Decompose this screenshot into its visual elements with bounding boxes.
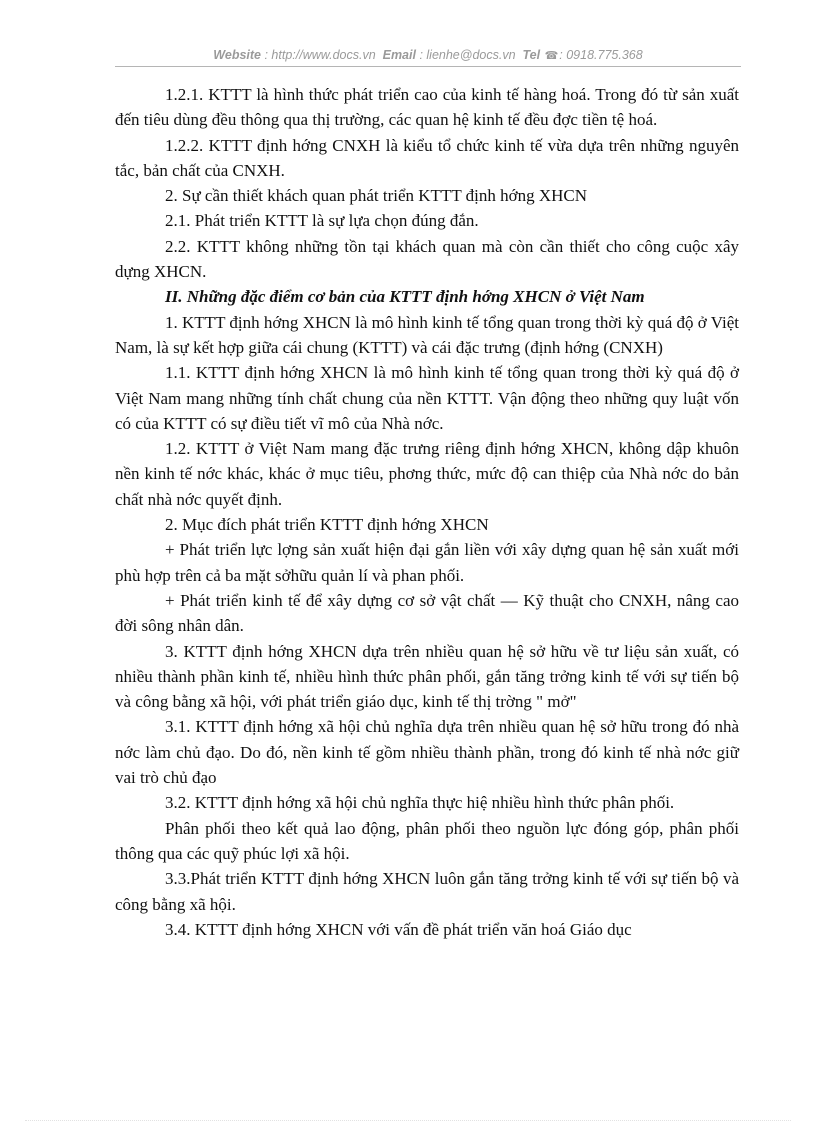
paragraph: + Phát triển kinh tế để xây dựng cơ sở vật chất — Kỹ thuật cho CNXH, nâng cao đời sông nhân dân. bbox=[115, 590, 739, 636]
header-divider bbox=[115, 66, 741, 67]
paragraph: 3. KTTT định hớng XHCN dựa trên nhiều quan hệ sở hữu về tư liệu sản xuất, có nhiều thành phần kinh tế, nhiều hình thức phân phối, gắn tăng trởng kinh tế với sự tiến bộ và công bằng xã hội, với phát triển giáo dục, kinh tế thị trờng " mở" bbox=[115, 641, 739, 712]
paragraph: 1.2.1. KTTT là hình thức phát triển cao của kinh tế hàng hoá. Trong đó từ sản xuất đến tiêu dùng đều thông qua thị trường, các quan hệ kinh tế đều đợc tiền tệ hoá. bbox=[115, 85, 739, 130]
section-heading: II. Những đặc điểm cơ bản của KTTT định hớng XHCN ở Việt Nam bbox=[165, 287, 645, 307]
paragraph: 3.1. KTTT định hớng xã hội chủ nghĩa dựa trên nhiều quan hệ sở hữu trong đó nhà nớc làm chủ đạo. Do đó, nền kinh tế gồm nhiều thành phần, trong đó kinh tế nhà nớc giữ vai trò chủ đạo bbox=[115, 717, 739, 788]
paragraph: 3.2. KTTT định hớng xã hội chủ nghĩa thực hiệ nhiều hình thức phân phối. bbox=[165, 793, 675, 813]
paragraph: 2. Sự cần thiết khách quan phát triển KTTT định hớng XHCN bbox=[165, 186, 588, 206]
paragraph: 2.1. Phát triển KTTT là sự lựa chọn đúng đắn. bbox=[165, 211, 479, 231]
paragraph: Phân phối theo kết quả lao động, phân phối theo nguồn lực đóng góp, phân phối thông qua các quỹ phúc lợi xã hội. bbox=[115, 818, 739, 863]
footer-divider bbox=[25, 1120, 791, 1121]
tel-label: Tel bbox=[522, 48, 541, 62]
paragraph: 2.2. KTTT không những tồn tại khách quan mà còn cần thiết cho công cuộc xây dựng XHCN. bbox=[115, 236, 739, 282]
website-label: Website bbox=[213, 48, 261, 62]
tel-value: : 0918.775.368 bbox=[559, 48, 643, 62]
email-value: : lienhe@docs.vn bbox=[419, 48, 516, 62]
paragraph: 3.3.Phát triển KTTT định hớng XHCN luôn gắn tăng trởng kinh tế với sự tiến bộ và công bằng xã hội. bbox=[115, 869, 739, 914]
paragraph: 1. KTTT định hớng XHCN là mô hình kinh tế tổng quan trong thời kỳ quá độ ở Việt Nam, là sự kết hợp giữa cái chung (KTTT) và cái đặc trưng (định hớng (CNXH) bbox=[115, 312, 739, 357]
document-body bbox=[115, 82, 739, 942]
paragraph: 3.4. KTTT định hớng XHCN với vấn đề phát triển văn hoá Giáo dục bbox=[165, 919, 632, 939]
website-value: : http://www.docs.vn bbox=[264, 48, 376, 62]
paragraph: 2. Mục đích phát triển KTTT định hớng XHCN bbox=[165, 515, 489, 535]
email-label: Email bbox=[382, 48, 416, 62]
paragraph: 1.2. KTTT ở Việt Nam mang đặc trưng riêng định hớng XHCN, không dập khuôn nền kinh tế nớc khác, khác ở mục tiêu, phơng thức, mức độ can thiệp của Nhà nớc do bản chất nhà nớc quyết định. bbox=[115, 439, 739, 509]
paragraph: + Phát triển lực lợng sản xuất hiện đại gắn liền với xây dựng quan hệ sản xuất mới phù hợp trên cả ba mặt sởhữu quản lí và phan phối. bbox=[115, 540, 739, 585]
paragraph: 1.1. KTTT định hớng XHCN là mô hình kinh tế tổng quan trong thời kỳ quá độ ở Việt Nam mang những tính chất chung của nền KTTT. Vận động theo những quy luật vốn có của KTTT có sự điều tiết vĩ mô của Nhà nớc. bbox=[115, 363, 739, 433]
phone-icon: ☎ bbox=[544, 50, 559, 62]
page-header bbox=[115, 48, 741, 66]
paragraph: 1.2.2. KTTT định hớng CNXH là kiểu tổ chức kinh tế vừa dựa trên những nguyên tắc, bản chất của CNXH. bbox=[115, 135, 739, 180]
